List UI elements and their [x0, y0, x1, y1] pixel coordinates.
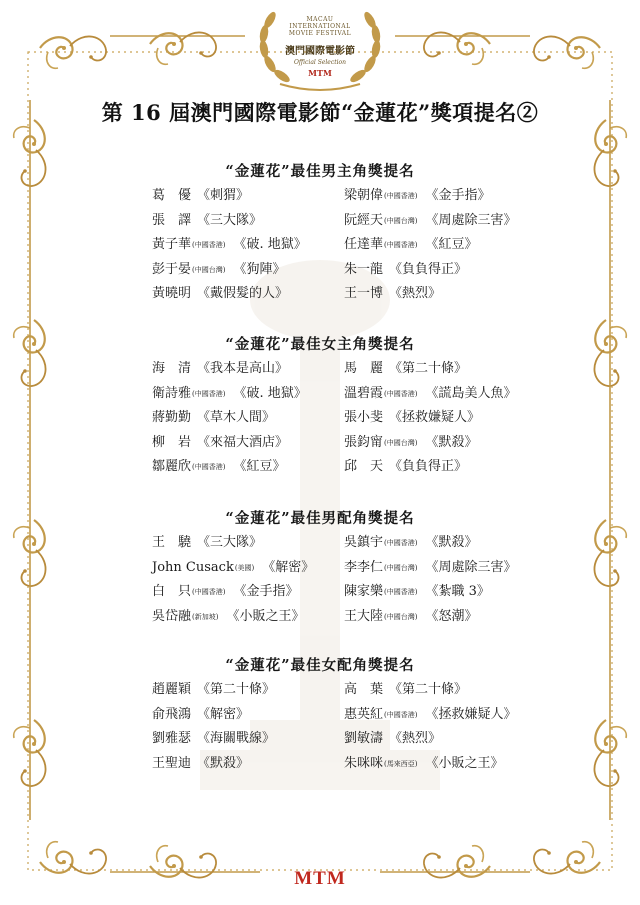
- nominee-film: 《刺猬》: [197, 188, 250, 203]
- nominee-film: 《默殺》: [425, 535, 478, 550]
- nominee-film: 《負負得正》: [389, 459, 468, 474]
- nominee-film: 《戴假髮的人》: [197, 286, 289, 301]
- nominee-name: 王 驍: [152, 535, 192, 550]
- nominee-entry: [344, 583, 490, 601]
- nominee-entry: [152, 212, 262, 230]
- seal-line2: INTERNATIONAL: [289, 23, 351, 30]
- nominee-film: 《解密》: [197, 706, 250, 722]
- nominee-film: 《默殺》: [197, 755, 250, 771]
- nominee-name: 王大陸: [344, 608, 384, 624]
- nominee-name: 彭于晏: [152, 261, 192, 277]
- nominee-entry: [152, 360, 288, 378]
- nominee-entry: [344, 534, 478, 552]
- nominee-name: 梁朝偉: [344, 188, 384, 203]
- nominee-name: John Cusack: [152, 559, 234, 575]
- nominee-region: (新加坡): [192, 612, 219, 621]
- nominee-name: 趙麗穎: [152, 682, 192, 697]
- nominee-film: 《第二十條》: [389, 682, 468, 697]
- page-title: 第 16 屆澳門國際電影節“金蓮花”獎項提名②: [101, 100, 539, 125]
- nominee-entry: [152, 285, 288, 303]
- nominee-entry: [152, 409, 275, 427]
- nominee-film: 《拯救嫌疑人》: [425, 706, 517, 722]
- nominee-entry: [152, 559, 314, 577]
- nominee-entry: [344, 261, 467, 279]
- footer-brand-logo: MTM: [294, 868, 346, 889]
- nominee-entry: [344, 212, 517, 230]
- nominee-name: 張鈞甯: [344, 434, 384, 450]
- nominee-film: 《紅豆》: [233, 459, 286, 474]
- nominee-region: (中國香港): [384, 588, 418, 596]
- nominee-entry: [344, 285, 441, 303]
- nominee-entry: [344, 187, 491, 205]
- nominee-film: 《熱烈》: [389, 286, 442, 301]
- nominee-region: (中國台灣): [384, 612, 418, 621]
- nominee-film: 《熱烈》: [389, 731, 442, 746]
- nominee-film: 《紅豆》: [425, 237, 478, 252]
- nominee-entry: [344, 755, 504, 773]
- nominee-region: (美國): [234, 563, 255, 572]
- nominee-film: 《周處除三害》: [425, 559, 517, 575]
- seal-line3: MOVIE FESTIVAL: [288, 30, 352, 37]
- nominee-entry: [152, 706, 249, 724]
- nominee-film: 《我本是高山》: [197, 361, 289, 376]
- nominee-film: 《默殺》: [425, 434, 478, 450]
- nominee-film: 《破. 地獄》: [233, 385, 307, 401]
- section-title: “金蓮花”最佳男主角獎提名: [225, 163, 415, 180]
- nominee-region: (中國香港): [384, 192, 418, 200]
- nominee-film: 《周處除三害》: [425, 212, 517, 228]
- seal-chinese-name: 澳門國際電影節: [285, 46, 355, 57]
- nominee-name: 張 譯: [152, 212, 192, 228]
- nominee-name: 阮經天: [344, 212, 384, 228]
- nominee-entry: [152, 534, 262, 552]
- nominee-name: 衛詩雅: [152, 385, 192, 401]
- nominee-name: 李李仁: [344, 559, 384, 575]
- nominee-region: (中國台灣): [192, 265, 226, 274]
- nominee-entry: [152, 583, 299, 601]
- nominee-film: 《拯救嫌疑人》: [389, 410, 481, 425]
- nominee-film: 《金手指》: [233, 584, 299, 599]
- nominee-name: 黃曉明: [152, 286, 192, 301]
- nominee-region: (中國香港): [384, 389, 418, 398]
- nominee-name: 白 只: [152, 584, 192, 599]
- nominee-entry: [152, 458, 286, 476]
- nominee-entry: [344, 409, 480, 427]
- nominee-name: 劉雅瑟: [152, 731, 192, 746]
- nominee-region: (中國香港): [384, 241, 418, 249]
- nominee-name: 朱一龍: [344, 261, 384, 277]
- nominee-film: 《怒潮》: [425, 608, 478, 624]
- nominee-name: 海 清: [152, 361, 192, 376]
- nominee-name: 俞飛鴻: [152, 706, 192, 722]
- nominee-region: (中國台灣): [384, 438, 418, 447]
- nominee-entry: [344, 681, 467, 699]
- nominee-film: 《小販之王》: [226, 608, 305, 624]
- nominee-entry: [152, 236, 307, 254]
- seal-official-selection: Official Selection: [293, 59, 347, 66]
- nominee-film: 《破. 地獄》: [233, 237, 307, 252]
- nominee-film: 《第二十條》: [197, 682, 276, 697]
- nominee-region: (中國香港): [192, 241, 226, 249]
- nominee-region: (中國香港): [192, 389, 226, 398]
- nominee-name: 吳鎮宇: [344, 535, 384, 550]
- nominee-entry: [344, 608, 478, 626]
- nominee-name: 朱咪咪: [344, 755, 384, 771]
- nominee-entry: [152, 755, 249, 773]
- nominee-name: 馬 麗: [344, 361, 384, 376]
- seal-line1: MACAU: [306, 16, 334, 23]
- nominee-film: 《謊島美人魚》: [425, 385, 517, 401]
- nominee-entry: [344, 706, 517, 724]
- nominee-region: (中國香港): [192, 463, 226, 471]
- nominee-film: 《來福大酒店》: [197, 434, 289, 450]
- nominee-name: 黃子華: [152, 237, 192, 252]
- nominee-region: (中國台灣): [384, 563, 418, 572]
- nominee-name: 溫碧霞: [344, 385, 384, 401]
- nominee-film: 《三大隊》: [197, 535, 263, 550]
- nominee-entry: [152, 681, 275, 699]
- nominee-film: 《海關戰線》: [197, 731, 276, 746]
- nominee-name: 吳岱融: [152, 608, 192, 624]
- nominee-film: 《解密》: [262, 559, 315, 575]
- nominee-entry: [152, 385, 307, 403]
- nominee-entry: [344, 360, 467, 378]
- nominee-region: (中國香港): [192, 588, 226, 596]
- nominee-film: 《金手指》: [425, 188, 491, 203]
- section-title: “金蓮花”最佳男配角獎提名: [225, 510, 415, 527]
- nominee-film: 《草木人間》: [197, 410, 276, 425]
- nominee-region: (中國香港): [384, 539, 418, 547]
- nominee-name: 劉敏濤: [344, 731, 384, 746]
- nominee-region: (馬來西亞): [384, 759, 418, 768]
- seal-brand: MTM: [308, 68, 332, 78]
- nominee-name: 王一博: [344, 286, 384, 301]
- nominee-entry: [344, 236, 478, 254]
- nominee-film: 《狗陣》: [233, 261, 286, 277]
- nominee-name: 惠英紅: [344, 706, 384, 722]
- nominee-name: 邱 天: [344, 459, 384, 474]
- nominee-name: 蔣勤勤: [152, 410, 192, 425]
- nominee-film: 《三大隊》: [197, 212, 263, 228]
- section-title: “金蓮花”最佳女主角獎提名: [225, 336, 415, 353]
- nominee-entry: [152, 261, 286, 279]
- nominee-entry: [344, 559, 517, 577]
- nominee-entry: [152, 434, 288, 452]
- nominee-entry: [344, 385, 517, 403]
- nominee-region: (中國台灣): [384, 216, 418, 225]
- nominee-film: 《第二十條》: [389, 361, 468, 376]
- nominee-name: 王聖迪: [152, 755, 192, 771]
- festival-seal: [250, 4, 390, 96]
- nominee-region: (中國香港): [384, 710, 418, 719]
- nominee-entry: [344, 434, 478, 452]
- nominee-film: 《負負得正》: [389, 261, 468, 277]
- nominee-entry: [152, 608, 305, 626]
- nominee-entry: [344, 730, 441, 748]
- nominee-film: 《紮職 3》: [425, 584, 490, 599]
- nominee-entry: [152, 730, 275, 748]
- nominee-name: 陳家樂: [344, 584, 384, 599]
- nominee-name: 任達華: [344, 237, 384, 252]
- nominee-name: 柳 岩: [152, 434, 192, 450]
- nominee-name: 高 葉: [344, 682, 384, 697]
- nominee-name: 葛 優: [152, 188, 192, 203]
- section-title: “金蓮花”最佳女配角獎提名: [225, 657, 415, 674]
- nominee-entry: [152, 187, 249, 205]
- seal-english-name: [250, 16, 390, 37]
- nominee-entry: [344, 458, 467, 476]
- nominee-name: 鄒麗欣: [152, 459, 192, 474]
- nominee-name: 張小斐: [344, 410, 384, 425]
- nominee-film: 《小販之王》: [425, 755, 504, 771]
